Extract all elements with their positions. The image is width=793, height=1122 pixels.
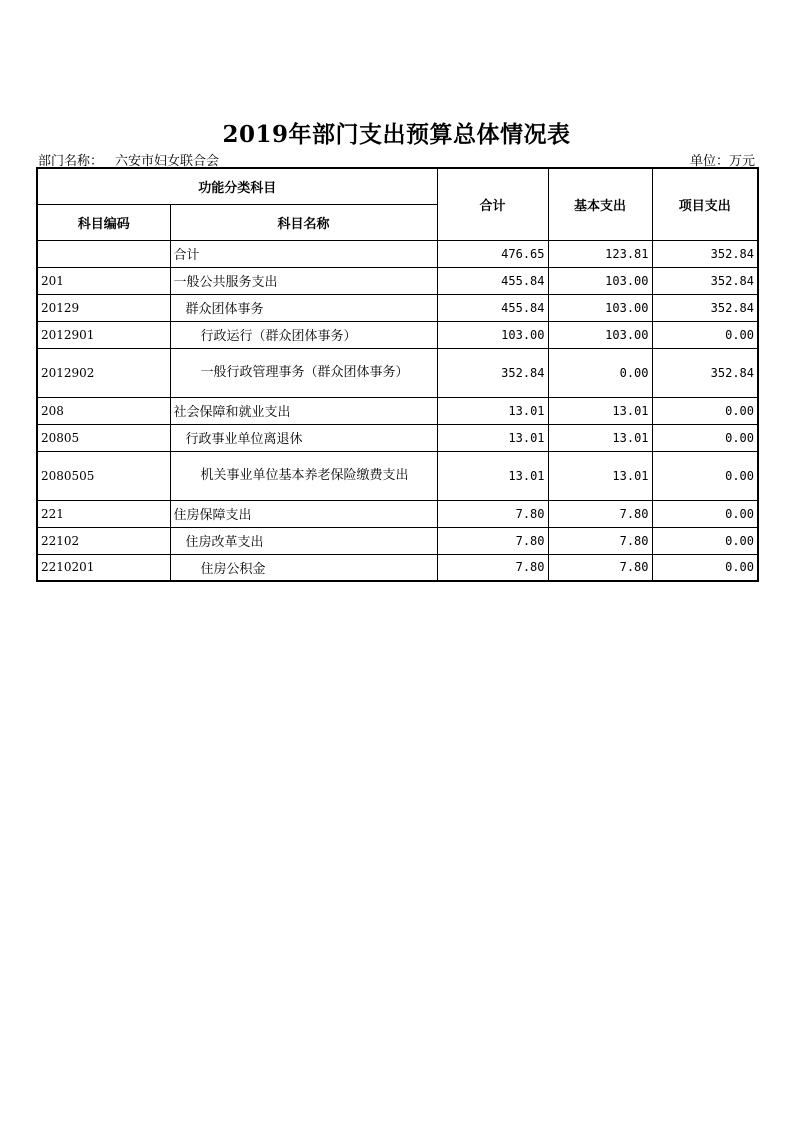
table-row: [37, 240, 758, 267]
header-subject-code: 科目编码: [37, 204, 170, 240]
row-project: 0.00: [652, 397, 758, 424]
table-row: [37, 500, 758, 527]
header-function-category: 功能分类科目: [37, 168, 437, 204]
table-row: [37, 451, 758, 500]
header-total: 合计: [437, 168, 548, 240]
table-row: [37, 424, 758, 451]
row-code: 221: [37, 500, 170, 527]
row-total: 476.65: [437, 240, 548, 267]
table-row: [37, 267, 758, 294]
row-project: 352.84: [652, 348, 758, 397]
row-project: 0.00: [652, 424, 758, 451]
row-project: 0.00: [652, 451, 758, 500]
row-total: 7.80: [437, 500, 548, 527]
row-total: 455.84: [437, 294, 548, 321]
table-row: [37, 321, 758, 348]
row-project: 0.00: [652, 500, 758, 527]
table-row: [37, 554, 758, 581]
row-code: 2210201: [37, 554, 170, 581]
row-basic: 103.00: [548, 294, 652, 321]
row-code: 201: [37, 267, 170, 294]
row-basic: 13.01: [548, 424, 652, 451]
row-project: 352.84: [652, 240, 758, 267]
row-total: 7.80: [437, 554, 548, 581]
page-title: 2019年部门支出预算总体情况表: [222, 121, 571, 148]
table-row: [37, 527, 758, 554]
row-basic: 7.80: [548, 500, 652, 527]
row-name: 行政运行（群众团体事务）: [170, 321, 437, 348]
row-code: 2012901: [37, 321, 170, 348]
row-name: 行政事业单位离退休: [170, 424, 437, 451]
row-total: 13.01: [437, 451, 548, 500]
row-code: [37, 240, 170, 267]
row-total: 103.00: [437, 321, 548, 348]
row-total: 455.84: [437, 267, 548, 294]
row-basic: 103.00: [548, 267, 652, 294]
table-row: [37, 294, 758, 321]
header-subject-name: 科目名称: [170, 204, 437, 240]
row-basic: 103.00: [548, 321, 652, 348]
row-basic: 7.80: [548, 554, 652, 581]
row-name: 住房保障支出: [170, 500, 437, 527]
row-project: 0.00: [652, 554, 758, 581]
row-name: 群众团体事务: [170, 294, 437, 321]
header-project-expenditure: 项目支出: [652, 168, 758, 240]
row-basic: 13.01: [548, 451, 652, 500]
row-code: 2012902: [37, 348, 170, 397]
row-code: 20805: [37, 424, 170, 451]
table-row: [37, 348, 758, 397]
row-total: 352.84: [437, 348, 548, 397]
row-basic: 0.00: [548, 348, 652, 397]
row-code: 208: [37, 397, 170, 424]
department-label: 部门名称：: [38, 154, 104, 169]
unit-label: 单位：万元: [689, 154, 755, 169]
row-project: 352.84: [652, 294, 758, 321]
row-code: 20129: [37, 294, 170, 321]
table-row: [37, 397, 758, 424]
row-total: 13.01: [437, 424, 548, 451]
row-name: 住房改革支出: [170, 527, 437, 554]
row-name: 一般行政管理事务（群众团体事务）: [170, 348, 437, 397]
department-name: 六安市妇女联合会: [115, 154, 220, 169]
row-basic: 123.81: [548, 240, 652, 267]
row-name: 社会保障和就业支出: [170, 397, 437, 424]
row-project: 0.00: [652, 527, 758, 554]
row-name: 机关事业单位基本养老保险缴费支出: [170, 451, 437, 500]
budget-table: [36, 167, 759, 582]
row-name: 合计: [170, 240, 437, 267]
row-code: 2080505: [37, 451, 170, 500]
row-project: 0.00: [652, 321, 758, 348]
row-name: 一般公共服务支出: [170, 267, 437, 294]
row-total: 7.80: [437, 527, 548, 554]
row-total: 13.01: [437, 397, 548, 424]
row-code: 22102: [37, 527, 170, 554]
header-basic-expenditure: 基本支出: [548, 168, 652, 240]
row-basic: 13.01: [548, 397, 652, 424]
row-project: 352.84: [652, 267, 758, 294]
row-basic: 7.80: [548, 527, 652, 554]
row-name: 住房公积金: [170, 554, 437, 581]
